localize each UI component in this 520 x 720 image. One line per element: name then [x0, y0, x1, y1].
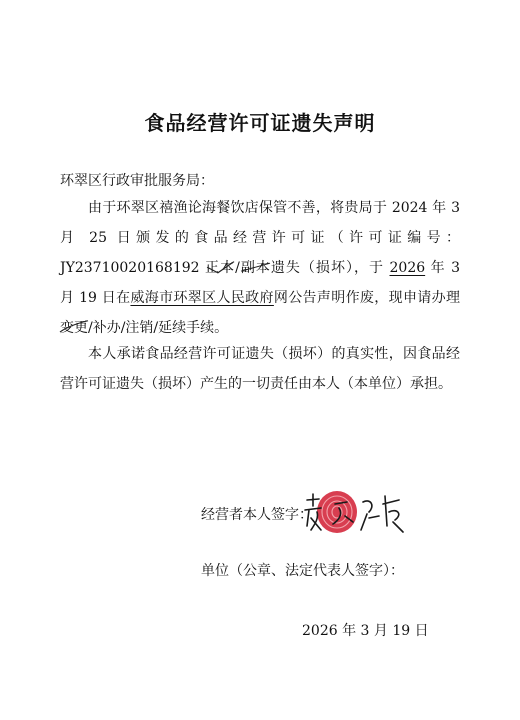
document-title: 食品经营许可证遗失声明: [144, 111, 376, 135]
statement-text-e: /补办/注销/延续手续。: [88, 320, 229, 336]
statement-paragraph: 由于环翠区禧渔论海餐饮店保管不善，将贵局于 2024 年 3 月 25 日颁发的食品经营许可证（许可证编号：JY23710020168192 正本 /副本 遗失（损坏），于 2026 年 3 月 19 日在威海市环翠区人民政府网公告声明作废，现申请办理变更 /补办/注销/延续手续。: [60, 200, 461, 336]
statement-text-b: 遗失（损坏），于: [270, 260, 390, 276]
option-fuben: 副本: [239, 260, 271, 276]
signature-row: [201, 494, 461, 534]
addressee: 环翠区行政审批服务局：: [60, 173, 214, 189]
declaration-date: 2026 年 3 月 19 日: [302, 623, 429, 639]
option-zhengben: 正本: [205, 260, 236, 276]
announcement-year: 2026: [389, 260, 426, 276]
fingerprint-icon: [317, 491, 357, 533]
statement-text-c: 年 3 月 19 日在: [60, 260, 461, 306]
signature-label: 经营者本人签字：: [201, 507, 313, 523]
unit-seal-label: 单位（公章、法定代表人签字）：: [201, 563, 404, 579]
handwritten-signature-with-fingerprint-icon: [299, 486, 409, 538]
statement-text-d: 网公告声明作废，现申请办理: [273, 290, 460, 306]
option-biangeng: 变更: [60, 320, 88, 336]
commitment-paragraph: 本人承诺食品经营许可证遗失（损坏）的真实性，因食品经营许可证遗失（损坏）产生的一切责任由本人（本单位）承担。: [60, 346, 460, 392]
statement-text-a: 由于环翠区禧渔论海餐饮店保管不善，将贵局于 2024 年 3 月 25 日颁发的食品经营许可证（许可证编号：JY23710020168192: [60, 200, 460, 276]
government-website: 威海市环翠区人民政府: [130, 290, 274, 306]
